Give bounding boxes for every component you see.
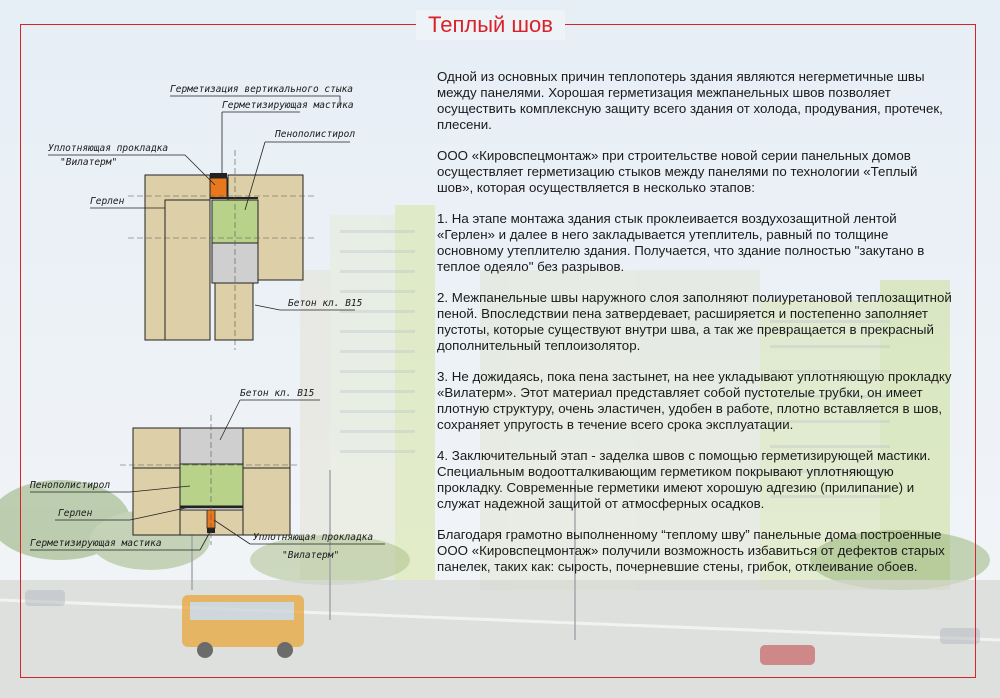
label-concrete-top: Бетон кл. В15 bbox=[288, 298, 363, 309]
label-strip-bottom-1: Уплотняющая прокладка bbox=[253, 532, 374, 543]
mastic-top bbox=[210, 173, 227, 178]
paragraph-conclusion: Благодаря грамотно выполненному “теплому шву” панельные дома построенные ООО «Кировспецмонтаж» получили возможность избавиться от дефектов старых панелек, таких как: сырость, почерневшие стены, грибок, отклеивание обоев. bbox=[437, 527, 945, 574]
label-foam-top: Пенополистирол bbox=[275, 129, 356, 140]
paragraph-step-2: 2. Межпанельные швы наружного слоя заполняют полиуретановой теплозащитной пеной. Впоследствии пена затвердевает, расширяется и постепенно заполняет пустоты, которые существуют внутри шва, а так же превращается в прекрасный дополнительный теплоизолятор. bbox=[437, 290, 952, 353]
label-gerlen-bottom: Герлен bbox=[58, 508, 93, 519]
label-strip-bottom-2: "Вилатерм" bbox=[282, 550, 340, 561]
paragraph-company: ООО «Кировспецмонтаж» при строительстве новой серии панельных домов осуществляет герметизацию стыков между панелями по технологии «Теплый шов», которая осуществляется в несколько этапов: bbox=[437, 148, 918, 195]
diagram-vertical-joint bbox=[48, 84, 363, 350]
label-gerlen-top: Герлен bbox=[90, 196, 125, 207]
page-title: Теплый шов bbox=[416, 10, 565, 40]
label-vertical-joint: Герметизация вертикального стыка bbox=[170, 84, 354, 95]
paragraph-intro: Одной из основных причин теплопотерь здания являются негерметичные швы между панелями. Хорошая герметизация межпанельных швов позволяет осуществить комплексную защиту всего здания от холода, продувания, протечек, плесени. bbox=[437, 69, 943, 132]
gray-block-bottom bbox=[180, 428, 243, 464]
diagram-horizontal-joint bbox=[29, 388, 385, 561]
label-concrete-bottom: Бетон кл. В15 bbox=[240, 388, 315, 399]
paragraph-step-1: 1. На этапе монтажа здания стык проклеивается воздухозащитной лентой «Герлен» и далее в него закладывается утеплитель, равный по толщине основному утеплителю здания. Получается, что здание полностью "закутано в теплое одеяло" без разрывов. bbox=[437, 211, 925, 274]
label-strip-top-1: Уплотняющая прокладка bbox=[48, 143, 169, 154]
label-mastic-top: Герметизирующая мастика bbox=[222, 100, 354, 111]
foam-block-bottom bbox=[180, 464, 243, 506]
paragraph-step-3: 3. Не дожидаясь, пока пена застынет, на нее укладывают уплотняющую прокладку «Вилатерм». Этот материал представляет собой пустотелые трубки, он имеет плотную структуру, очень эластичен, удобен в работе, плотно вставляется в шов, сохраняет упругость в течение всего срока эксплуатации. bbox=[437, 369, 952, 432]
label-foam-bottom: Пенополистирол bbox=[30, 480, 111, 491]
label-mastic-bottom: Герметизирующая мастика bbox=[30, 538, 162, 549]
label-strip-top-2: "Вилатерм" bbox=[60, 157, 118, 168]
vilaterm-top bbox=[210, 178, 227, 198]
paragraph-step-4: 4. Заключительный этап - заделка швов с помощью герметизирующей мастики. Специальным водоотталкивающим герметиком покрывают уплотняющую прокладку. Современные герметики имеют хорошую адгезию (прилипание) и служат надежной защитой от атмосферных осадков. bbox=[437, 448, 931, 511]
